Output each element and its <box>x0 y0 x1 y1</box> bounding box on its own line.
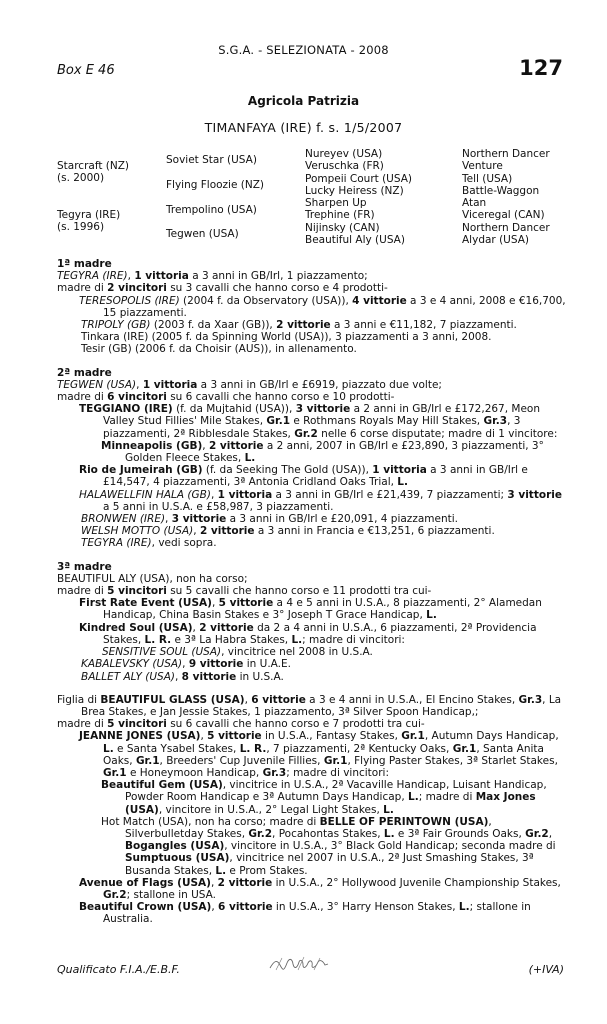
pedigree-gen4: Northern Dancer <box>462 148 550 160</box>
paragraph: TERESOPOLIS (IRE) (2004 f. da Observatory (USA)), 4 vittorie a 3 e 4 anni, 2008 e €16,700, 15 piazzamenti. <box>79 294 566 319</box>
pedigree-gen3: Beautiful Aly (USA) <box>305 234 405 246</box>
pedigree-gen2: Flying Floozie (NZ) <box>166 179 265 191</box>
paragraph: BALLET ALY (USA), 8 vittorie in U.S.A. <box>81 670 284 683</box>
paragraph: Avenue of Flags (USA), 2 vittorie in U.S.A., 2° Hollywood Juvenile Championship Stakes, Gr.2; stallone in USA. <box>79 876 561 901</box>
pedigree-gen4: Viceregal (CAN) <box>462 209 545 221</box>
paragraph: TRIPOLY (GB) (2003 f. da Xaar (GB)), 2 vittorie a 3 anni e €11,182, 7 piazzamenti. <box>81 319 517 332</box>
paragraph: Hot Match (USA), non ha corso; madre di BELLE OF PERINTOWN (USA), Silverbulletday Stakes, Gr.2, Pocahontas Stakes, L. e 3ª Fair Grounds Oaks, Gr.2, Bogangles (USA), vincitore in U.S.A., 3° Black Gold Handicap; seconda madre di Sumptuous (USA), vincitrice nel 2007 in U.S.A., 2ª Just Smashing Stakes, 3ª Busanda Stakes, L. e Prom Stakes. <box>101 815 556 877</box>
pedigree-gen3: Lucky Heiress (NZ) <box>305 185 404 197</box>
paragraph: madre di 5 vincitori su 6 cavalli che hanno corso e 7 prodotti tra cui- <box>57 718 425 731</box>
paragraph: SENSITIVE SOUL (USA), vincitrice nel 2008 in U.S.A. <box>102 646 373 659</box>
pedigree-gen3: Nijinsky (CAN) <box>305 222 380 234</box>
section-second-dam: 2ª madre <box>57 366 112 379</box>
paragraph: Kindred Soul (USA), 2 vittorie da 2 a 4 anni in U.S.A., 6 piazzamenti, 2ª Providencia Stakes, L. R. e 3ª La Habra Stakes, L.; madre di vincitori: <box>79 621 537 646</box>
dam-line-text <box>57 258 567 926</box>
paragraph: Tinkara (IRE) (2005 f. da Spinning World (USA)), 3 piazzamenti a 3 anni, 2008. <box>81 331 492 344</box>
section-first-dam: 1ª madre <box>57 258 112 270</box>
pedigree-dam-year: (s. 1996) <box>57 221 105 233</box>
paragraph: JEANNE JONES (USA), 5 vittorie in U.S.A., Fantasy Stakes, Gr.1, Autumn Days Handicap, L. e Santa Ysabel Stakes, L. R., 7 piazzamenti, 2ª Kentucky Oaks, Gr.1, Santa Anita Oaks, Gr.1, Breeders' Cup Juvenile Fillies, Gr.1, Flying Paster Stakes, 3ª Starlet Stakes, Gr.1 e Honeymoon Handicap, Gr.3; madre di vincitori: <box>79 730 559 779</box>
paragraph: WELSH MOTTO (USA), 2 vittorie a 3 anni in Francia e €13,251, 6 piazzamenti. <box>81 525 495 538</box>
pedigree-gen4: Venture <box>462 160 503 172</box>
pedigree-gen3: Veruschka (FR) <box>305 160 384 172</box>
paragraph: BEAUTIFUL ALY (USA), non ha corso; <box>57 572 248 585</box>
pedigree-gen4: Atan <box>462 197 487 209</box>
pedigree-gen3: Pompeii Court (USA) <box>305 173 413 185</box>
signature-logo <box>268 953 330 975</box>
paragraph: TEGWEN (USA), 1 vittoria a 3 anni in GB/Irl e £6919, piazzato due volte; <box>57 378 442 391</box>
box-number: Box E 46 <box>57 63 115 78</box>
paragraph: Minneapolis (GB), 2 vittorie a 2 anni, 2007 in GB/Irl e £23,890, 3 piazzamenti, 3° Golden Fleece Stakes, L. <box>101 439 544 465</box>
pedigree-sire: Starcraft (NZ) <box>57 160 130 172</box>
paragraph: madre di 2 vincitori su 3 cavalli che hanno corso e 4 prodotti- <box>57 282 388 295</box>
paragraph: Rio de Jumeirah (GB) (f. da Seeking The Gold (USA)), 1 vittoria a 3 anni in GB/Irl e £14,547, 4 piazzamenti, 3ª Antonia Cridland Oaks Trial, L. <box>79 464 528 489</box>
paragraph: madre di 5 vincitori su 5 cavalli che hanno corso e 11 prodotti tra cui- <box>57 585 432 598</box>
pedigree-gen4: Battle-Waggon <box>462 185 540 197</box>
pedigree-gen4: Alydar (USA) <box>462 234 529 246</box>
vat-note: (+IVA) <box>528 963 564 976</box>
paragraph: Figlia di BEAUTIFUL GLASS (USA), 6 vittorie a 3 e 4 anni in U.S.A., El Encino Stakes, Gr.3, La Brea Stakes, e Jan Jessie Stakes, 1 piazzamento, 3ª Silver Spoon Handicap,; <box>57 693 562 718</box>
qualification-note: Qualificato F.I.A./E.B.F. <box>57 963 180 976</box>
pedigree-sire-year: (s. 2000) <box>57 172 105 184</box>
section-third-dam: 3ª madre <box>57 560 112 573</box>
paragraph: TEGYRA (IRE), 1 vittoria a 3 anni in GB/Irl, 1 piazzamento; <box>57 270 368 283</box>
lot-number: 127 <box>519 56 563 80</box>
paragraph: Beautiful Crown (USA), 6 vittorie in U.S.A., 3° Harry Henson Stakes, L.; stallone in Australia. <box>79 901 531 926</box>
pedigree-gen3: Sharpen Up <box>305 197 367 209</box>
paragraph: HALAWELLFIN HALA (GB), 1 vittoria a 3 anni in GB/Irl e £21,439, 7 piazzamenti; 3 vittorie a 5 anni in U.S.A. e £58,987, 3 piazzamenti. <box>79 488 562 513</box>
paragraph: Beautiful Gem (USA), vincitrice in U.S.A., 2ª Vacaville Handicap, Luisant Handicap, Powder Room Handicap e 3ª Autumn Days Handicap, L.; madre di Max Jones (USA), vincitore in U.S.A., 2° Legal Light Stakes, L. <box>101 779 547 816</box>
pedigree-gen2: Soviet Star (USA) <box>166 154 257 166</box>
paragraph: TEGYRA (IRE), vedi sopra. <box>81 537 217 550</box>
pedigree-gen3: Nureyev (USA) <box>305 148 383 160</box>
pedigree-gen2: Trempolino (USA) <box>166 204 257 216</box>
pedigree-gen4: Northern Dancer <box>462 222 550 234</box>
paragraph: BRONWEN (IRE), 3 vittorie a 3 anni in GB/Irl e £20,091, 4 piazzamenti. <box>81 513 458 526</box>
paragraph: Tesir (GB) (2006 f. da Choisir (AUS)), in allenamento. <box>81 343 357 356</box>
paragraph: First Rate Event (USA), 5 vittorie a 4 e 5 anni in U.S.A., 8 piazzamenti, 2° Alamedan Handicap, China Basin Stakes e 3° Joseph T Grace Handicap, L. <box>79 597 542 622</box>
paragraph: TEGGIANO (IRE) (f. da Mujtahid (USA)), 3 vittorie a 2 anni in GB/Irl e £172,267, Meon Valley Stud Fillies' Mile Stakes, Gr.1 e Rothmans Royals May Hill Stakes, Gr.3, 3 piazzamenti, 2ª Ribblesdale Stakes, Gr.2 nelle 6 corse disputate; madre di 1 vincitore: <box>79 403 558 440</box>
paragraph: KABALEVSKY (USA), 9 vittorie in U.A.E. <box>81 658 291 671</box>
pedigree-dam: Tegyra (IRE) <box>57 209 121 221</box>
pedigree-gen3: Trephine (FR) <box>305 209 375 221</box>
pedigree-gen2: Tegwen (USA) <box>166 228 239 240</box>
pedigree-gen4: Tell (USA) <box>462 173 513 185</box>
consignor-name: Agricola Patrizia <box>247 94 360 108</box>
catalog-header: S.G.A. - SELEZIONATA - 2008 <box>218 43 389 57</box>
horse-title: TIMANFAYA (IRE) f. s. 1/5/2007 <box>204 120 403 135</box>
paragraph: madre di 6 vincitori su 6 cavalli che hanno corso e 10 prodotti- <box>57 391 395 404</box>
